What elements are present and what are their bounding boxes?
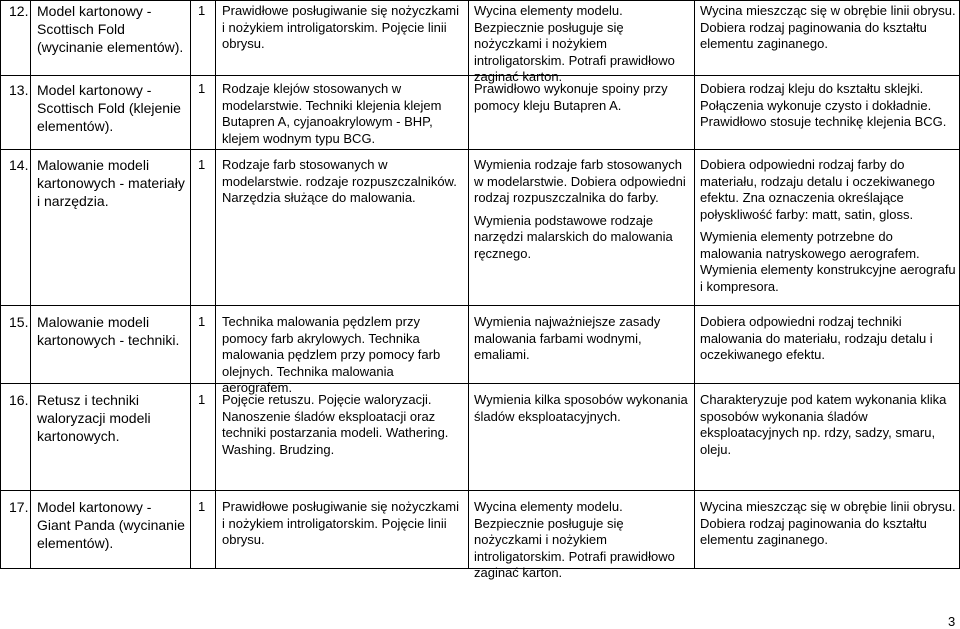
- basic-paragraph: Wymienia najważniejsze zasady malowania farbami wodnymi, emaliami.: [474, 314, 661, 362]
- row-extended-requirements: [700, 499, 958, 555]
- row-topic: Malowanie modeli kartonowych - techniki.: [37, 314, 180, 348]
- row-basic-requirements: [474, 314, 689, 370]
- row-hours: 1: [198, 499, 206, 514]
- extended-paragraph: Wycina mieszcząc się w obrębie linii obrysu. Dobiera rodzaj paginowania do kształtu elementu zaginanego.: [700, 499, 956, 547]
- table-rule: [0, 0, 1, 568]
- row-basic-requirements: [474, 499, 689, 588]
- row-topic: Malowanie modeli kartonowych - materiały i narzędzia.: [37, 157, 185, 209]
- table-rule: [30, 0, 31, 568]
- row-content: Prawidłowe posługiwanie się nożyczkami i nożykiem introligatorskim. Pojęcie linii obrysu.: [222, 499, 459, 547]
- extended-paragraph: Dobiera odpowiedni rodzaj farby do materiału, rodzaju detalu i oczekiwanego efektu. Zna oznaczenia określające połyskliwość farby: matt, satin, gloss.: [700, 157, 935, 222]
- row-extended-requirements: [700, 392, 958, 464]
- row-content: Rodzaje farb stosowanych w modelarstwie. rodzaje rozpuszczalników. Narzędzia służące do malowania.: [222, 157, 457, 205]
- table-row: [0, 383, 960, 490]
- row-number: 14.: [9, 157, 29, 173]
- row-extended-requirements: [700, 81, 958, 137]
- row-hours: 1: [198, 314, 206, 329]
- table-row: [0, 75, 960, 149]
- row-basic-requirements: [474, 392, 689, 431]
- row-number: 13.: [9, 82, 29, 98]
- extended-paragraph: Charakteryzuje pod katem wykonania klika sposobów wykonania śladów eksploatacyjnych np. rdzy, sadzy, smaru, oleju.: [700, 392, 947, 457]
- row-hours: 1: [198, 392, 206, 407]
- row-content: Prawidłowe posługiwanie się nożyczkami i nożykiem introligatorskim. Pojęcie linii obrysu.: [222, 3, 459, 51]
- row-basic-requirements: [474, 81, 689, 120]
- row-content: Rodzaje klejów stosowanych w modelarstwie. Techniki klejenia klejem Butapren A, cyjanoakrylowym - BHP, klejem wodnym typu BCG.: [222, 81, 442, 146]
- row-topic: Model kartonowy - Giant Panda (wycinanie elementów).: [37, 499, 185, 551]
- row-extended-requirements: [700, 314, 958, 370]
- row-number: 17.: [9, 499, 29, 515]
- table-rule: [694, 0, 695, 568]
- basic-paragraph: Wycina elementy modelu. Bezpiecznie posługuje się nożyczkami i nożykiem introligatorskim. Potrafi prawidłowo zaginać karton.: [474, 3, 675, 84]
- row-topic: Model kartonowy - Scottisch Fold (wycinanie elementów).: [37, 3, 184, 55]
- basic-paragraph: Wycina elementy modelu. Bezpiecznie posługuje się nożyczkami i nożykiem introligatorskim. Potrafi prawidłowo zaginać karton.: [474, 499, 675, 580]
- row-hours: 1: [198, 81, 206, 96]
- row-extended-requirements: [700, 3, 958, 59]
- row-topic: Retusz i techniki waloryzacji modeli kartonowych.: [37, 392, 151, 444]
- row-number: 16.: [9, 392, 29, 408]
- basic-paragraph: Prawidłowo wykonuje spoiny przy pomocy kleju Butapren A.: [474, 81, 668, 113]
- row-number: 15.: [9, 314, 29, 330]
- basic-paragraph: Wymienia rodzaje farb stosowanych w modelarstwie. Dobiera odpowiedni rodzaj rozpuszczalnika do farby.: [474, 157, 686, 205]
- basic-paragraph: Wymienia podstawowe rodzaje narzędzi malarskich do malowania ręcznego.: [474, 212, 673, 261]
- table-rule: [190, 0, 191, 568]
- row-hours: 1: [198, 157, 206, 172]
- extended-paragraph: Dobiera rodzaj kleju do kształtu sklejki. Połączenia wykonuje czysto i dokładnie. Prawidłowo stosuje technikę klejenia BCG.: [700, 81, 947, 129]
- row-hours: 1: [198, 3, 206, 18]
- page-number: 3: [948, 614, 956, 629]
- table-rule: [468, 0, 469, 568]
- row-extended-requirements: [700, 157, 958, 301]
- table-row: [0, 490, 960, 580]
- row-basic-requirements: [474, 157, 689, 268]
- extended-paragraph: Wymienia elementy potrzebne do malowania natryskowego aerografem. Wymienia elementy konstrukcyjne aerografu i kompresora.: [700, 229, 956, 294]
- table-rule: [215, 0, 216, 568]
- row-topic: Model kartonowy - Scottisch Fold (klejenie elementów).: [37, 82, 181, 134]
- table-row: [0, 0, 960, 84]
- row-content: Technika malowania pędzlem przy pomocy farb akrylowych. Technika malowania pędzlem przy pomocy farb olejnych. Technika malowania aerografem.: [222, 314, 441, 395]
- row-number: 12.: [9, 3, 29, 19]
- table-row: [0, 149, 960, 305]
- extended-paragraph: Wycina mieszcząc się w obrębie linii obrysu. Dobiera rodzaj paginowania do kształtu elementu zaginanego.: [700, 3, 956, 51]
- extended-paragraph: Dobiera odpowiedni rodzaj techniki malowania do materiału, rodzaju detalu i oczekiwanego efektu.: [700, 314, 933, 362]
- basic-paragraph: Wymienia kilka sposobów wykonania śladów eksploatacyjnych.: [474, 392, 688, 424]
- table-row: [0, 305, 960, 395]
- row-content: Pojęcie retuszu. Pojęcie waloryzacji. Nanoszenie śladów eksploatacji oraz techniki postarzania modeli. Wathering. Washing. Brudzing.: [222, 392, 449, 457]
